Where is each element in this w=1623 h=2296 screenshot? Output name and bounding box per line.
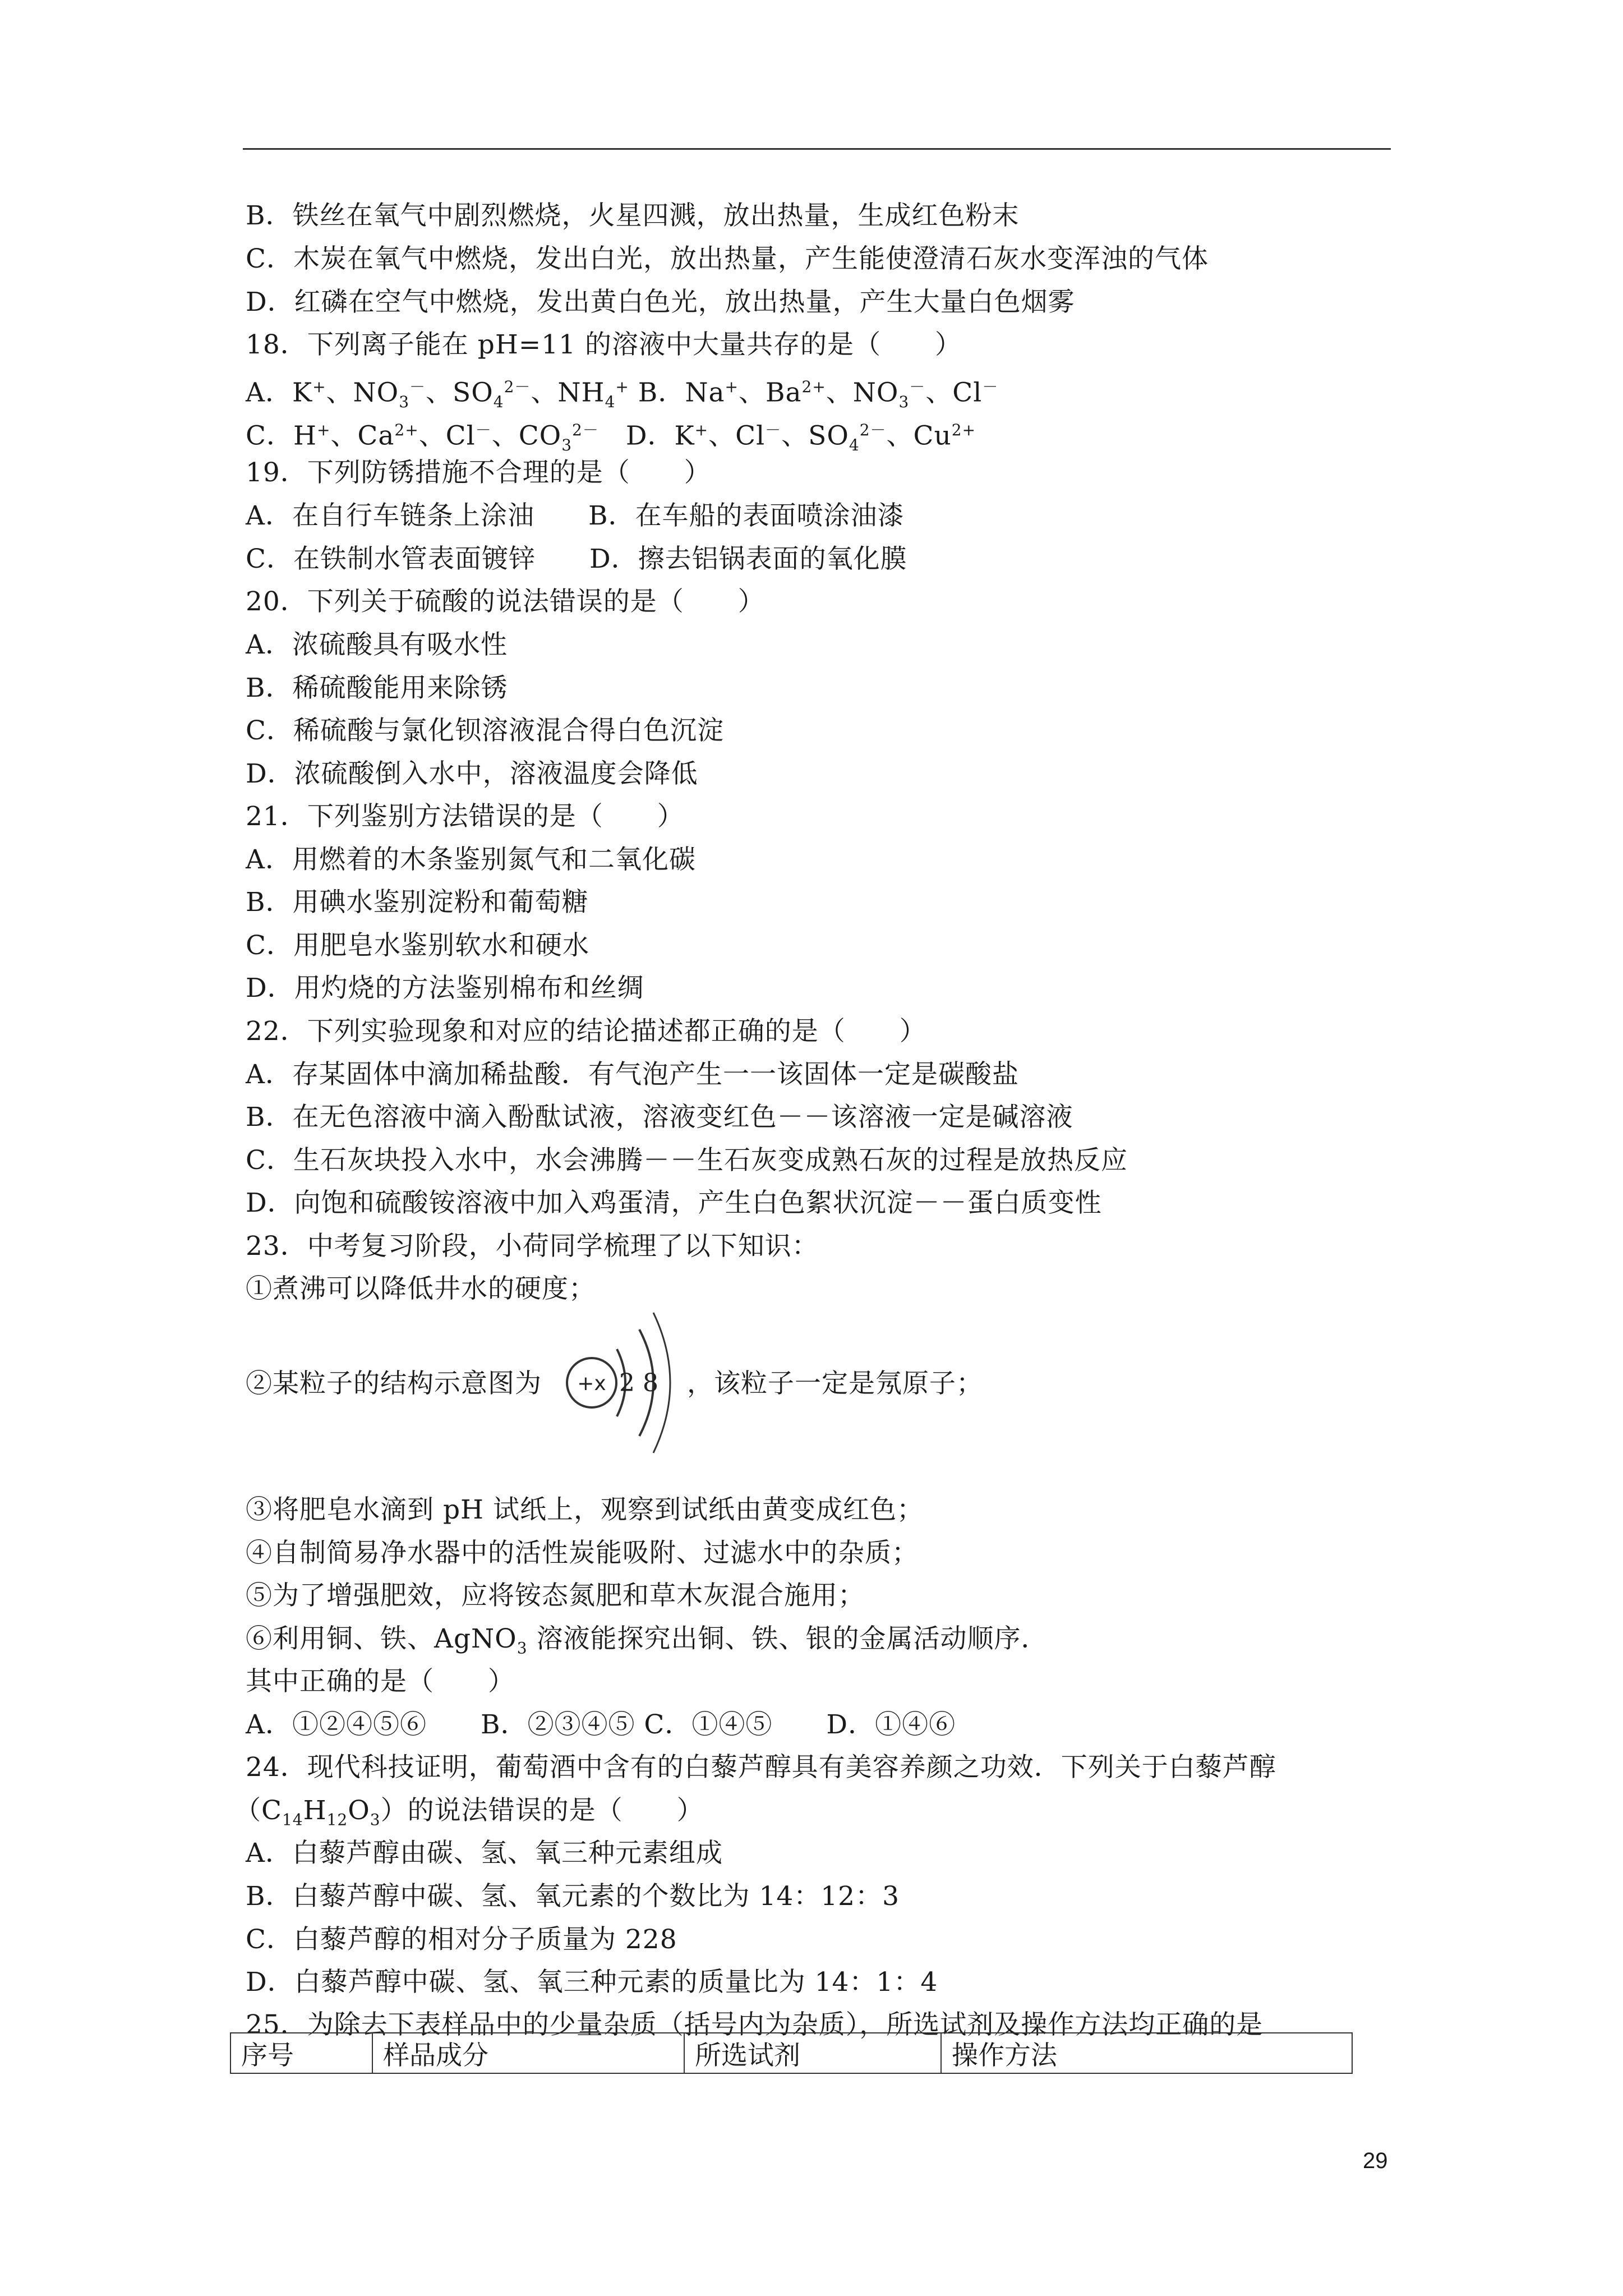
question-23-options: A．①②④⑤⑥ B．②③④⑤ C．①④⑤ D．①④⑥ [246,1709,956,1740]
table-header-cell: 所选试剂 [684,2033,941,2073]
page-number: 29 [1363,2148,1388,2173]
question-21-option-a: A．用燃着的木条鉴别氮气和二氧化碳 [246,844,696,875]
question-22-option-c: C．生石灰块投入水中，水会沸腾－－生石灰变成熟石灰的过程是放热反应 [246,1145,1128,1176]
question-18: 18．下列离子能在 pH=11 的溶液中大量共存的是（ ） [246,329,962,360]
question-22-option-a: A．存某固体中滴加稀盐酸．有气泡产生一一该固体一定是碳酸盐 [246,1059,1019,1090]
table-header-cell: 操作方法 [941,2033,1352,2073]
table-header-row [230,2033,1352,2073]
question-24-option-a: A．白藜芦醇由碳、氢、氧三种元素组成 [246,1838,723,1869]
question-22-option-b: B．在无色溶液中滴入酚酞试液，溶液变红色－－该溶液一定是碱溶液 [246,1102,1073,1133]
question-23-item-1: ①煮沸可以降低井水的硬度； [246,1273,596,1304]
question-24-formula-line: $(C_{14}H_{12}O_3)$的说法错误的是（ ） [234,1795,704,1829]
shell-2-electrons: 8 [643,1369,658,1397]
header-rule [243,148,1391,150]
table-header-cell: 序号 [230,2033,372,2073]
question-21-option-c: C．用肥皂水鉴别软水和硬水 [246,930,589,961]
nucleus-charge: +x [577,1372,606,1395]
question-18-options-cd: C．H+、$Ca^{2+}$、Cl－、$CO_3^{2-}$ D．K+、Cl－、$SO_4^{2-}$、$Cu^{2+}$ [246,420,976,455]
question-19: 19．下列防锈措施不合理的是（ ） [246,457,711,488]
atom-structure-diagram [561,1307,681,1458]
question-23-prompt: 其中正确的是（ ） [246,1666,515,1697]
question-19-options-ab: A．在自行车链条上涂油 B．在车船的表面喷涂油漆 [246,500,905,531]
question-24-option-c: C．白藜芦醇的相对分子质量为 228 [246,1924,677,1955]
question-24-option-d: D．白藜芦醇中碳、氢、氧三种元素的质量比为 14：1：4 [246,1967,938,1998]
question-20: 20．下列关于硫酸的说法错误的是（ ） [246,586,765,617]
question-23-item-2-suffix: ，该粒子一定是氖原子； [687,1368,983,1399]
question-20-option-a: A．浓硫酸具有吸水性 [246,629,508,660]
shell-1-electrons: 2 [619,1369,635,1397]
question-23: 23．中考复习阶段，小荷同学梳理了以下知识： [246,1231,819,1262]
question-24: 24．现代科技证明，葡萄酒中含有的白藜芦醇具有美容养颜之功效．下列关于白藜芦醇 [246,1752,1276,1783]
question-23-item-4: ④自制简易净水器中的活性炭能吸附、过滤水中的杂质； [246,1538,919,1568]
impurity-table [230,2032,1353,2074]
question-20-option-d: D．浓硫酸倒入水中，溶液温度会降低 [246,758,698,789]
question-18-options-ab: A．K+、$NO_3^-$、$SO_4^{2-}$、$NH_4^+$ B．Na+、$Ba^{2+}$、$NO_3^-$、Cl－ [246,377,999,412]
question-21-option-d: D．用灼烧的方法鉴别棉布和丝绸 [246,973,644,1004]
question-22-option-d: D．向饱和硫酸铵溶液中加入鸡蛋清，产生白色絮状沉淀－－蛋白质变性 [246,1188,1102,1218]
question-22: 22．下列实验现象和对应的结论描述都正确的是（ ） [246,1016,926,1047]
question-23-item-3: ③将肥皂水滴到 pH 试纸上，观察到试纸由黄变成红色； [246,1494,924,1525]
question-21: 21．下列鉴别方法错误的是（ ） [246,801,684,832]
question-25: 25．为除去下表样品中的少量杂质（括号内为杂质），所选试剂及操作方法均正确的是 [246,2009,1264,2040]
option-b-iron: B．铁丝在氧气中剧烈燃烧，火星四溅，放出热量，生成红色粉末 [246,200,1020,231]
question-20-option-c: C．稀硫酸与氯化钡溶液混合得白色沉淀 [246,715,724,746]
question-21-option-b: B．用碘水鉴别淀粉和葡萄糖 [246,887,589,918]
question-20-option-b: B．稀硫酸能用来除锈 [246,673,508,703]
option-d-phosphorus: D．红磷在空气中燃烧，发出黄白色光，放出热量，产生大量白色烟雾 [246,287,1075,318]
question-23-item-5: ⑤为了增强肥效，应将铵态氮肥和草木灰混合施用； [246,1580,865,1611]
question-23-item-2-prefix: ②某粒子的结构示意图为 [246,1368,542,1399]
question-23-item-6: ⑥利用铜、铁、AgNO$_3$ 溶液能探究出铜、铁、银的金属活动顺序． [246,1623,1048,1658]
question-24-option-b: B．白藜芦醇中碳、氢、氧元素的个数比为 14：12：3 [246,1881,900,1912]
question-19-options-cd: C．在铁制水管表面镀锌 D．擦去铝锅表面的氧化膜 [246,544,907,574]
table-header-cell: 样品成分 [372,2033,684,2073]
option-c-charcoal: C．木炭在氧气中燃烧，发出白光，放出热量，产生能使澄清石灰水变浑浊的气体 [246,243,1209,274]
